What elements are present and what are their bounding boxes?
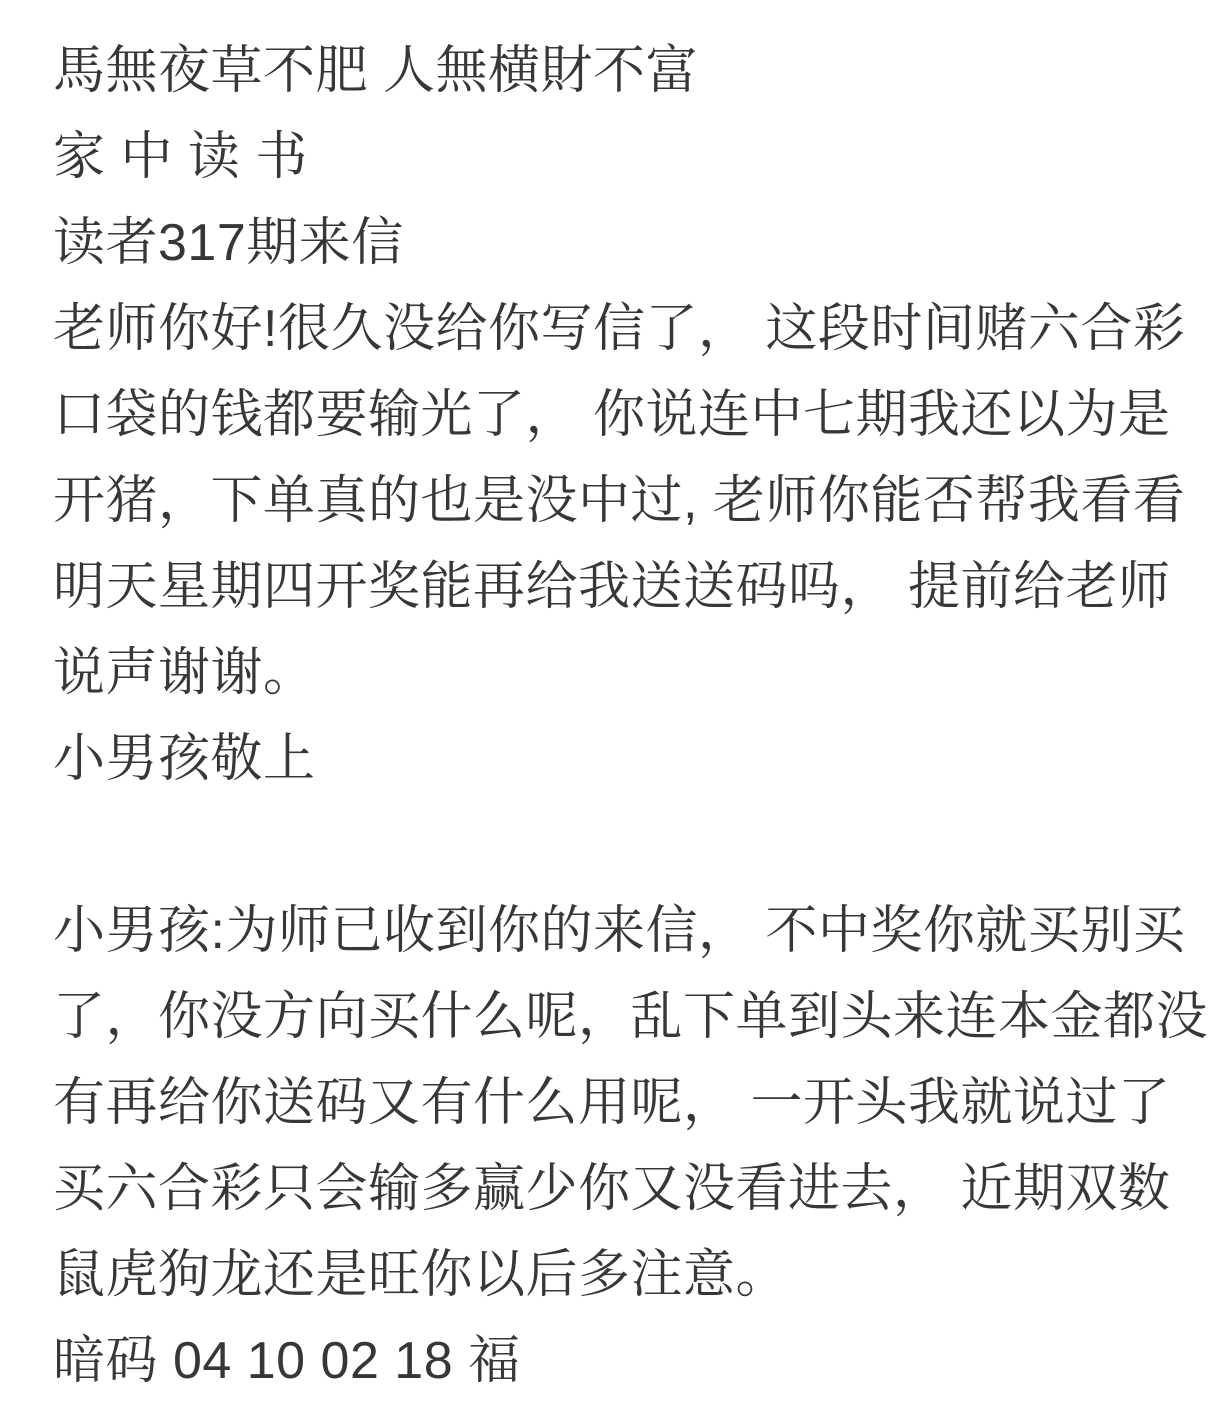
reply-line-2: 了，你没方向买什么呢，乱下单到头来连本金都没 xyxy=(53,988,1209,1046)
reader-letter-line-1: 老师你好!很久没给你写信了， 这段时间赌六合彩 xyxy=(53,300,1186,358)
section-title: 家 中 读 书 xyxy=(53,128,308,186)
reply-line-1: 小男孩:为师已收到你的来信， 不中奖你就买别买 xyxy=(53,902,1186,960)
reply-line-3: 有再给你送码又有什么用呢， 一开头我就说过了 xyxy=(53,1074,1171,1132)
reply-line-4: 买六合彩只会输多赢少你又没看进去， 近期双数 xyxy=(53,1160,1171,1218)
proverb-line: 馬無夜草不肥 人無横財不富 xyxy=(53,42,698,100)
issue-title: 读者317期来信 xyxy=(53,214,404,272)
secret-code-line: 暗码 04 10 02 18 福 xyxy=(53,1332,521,1390)
reader-letter-line-3: 开猪，下单真的也是没中过, 老师你能否帮我看看 xyxy=(53,472,1186,530)
reader-letter-line-4: 明天星期四开奖能再给我送送码吗， 提前给老师 xyxy=(53,558,1171,616)
reader-letter-line-5: 说声谢谢。 xyxy=(53,644,316,702)
blank-spacer-line xyxy=(53,802,1187,888)
reader-signature: 小男孩敬上 xyxy=(53,730,316,788)
reader-letter-line-2: 口袋的钱都要输光了， 你说连中七期我还以为是 xyxy=(53,386,1171,444)
reply-line-5: 鼠虎狗龙还是旺你以后多注意。 xyxy=(53,1246,789,1304)
